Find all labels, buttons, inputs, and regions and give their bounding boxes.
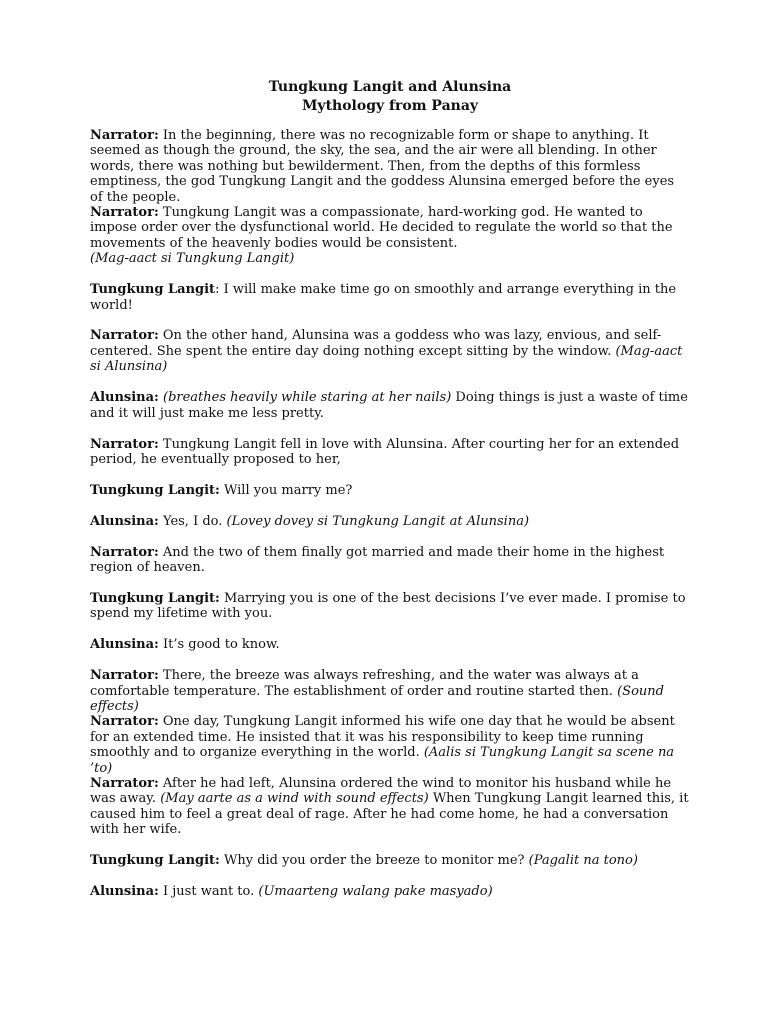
speaker-label: Narrator: — [90, 544, 159, 560]
speaker-label: Narrator: — [90, 328, 159, 344]
script-paragraph — [90, 776, 690, 838]
script-paragraph — [90, 514, 690, 529]
script-paragraph — [90, 668, 690, 714]
dialogue-text: Tungkung Langit fell in love with Alunsina. After courting her for an extended period, he eventually proposed to her, — [90, 436, 680, 467]
dialogue-text: There, the breeze was always refreshing, and the water was always at a comfortable temperature. The establishment of order and routine started then. — [90, 668, 639, 699]
dialogue-text: After he had left, Alunsina ordered the wind to monitor his husband while he was away. — [90, 776, 672, 807]
stage-direction: (Mag-aact si Tungkung Langit) — [90, 251, 295, 267]
speaker-label: Alunsina: — [90, 390, 159, 406]
dialogue-text: Tungkung Langit was a compassionate, hard-working god. He wanted to impose order over the dysfunctional world. He decided to regulate the world so that the movements of the heavenly bodies would be consistent. — [90, 205, 673, 251]
script-paragraph — [90, 884, 690, 899]
title-line-1: Tungkung Langit and Alunsina — [268, 79, 512, 95]
dialogue-text: And the two of them finally got married and made their home in the highest region of heaven. — [90, 544, 665, 576]
stage-direction: (May aarte as a wind with sound effects) — [160, 791, 429, 807]
paragraph-gap — [90, 575, 690, 591]
dialogue-text: Yes, I do. — [158, 513, 227, 529]
script-paragraph — [90, 390, 690, 421]
dialogue-text: Will you marry me? — [219, 482, 353, 498]
title-line-2: Mythology from Panay — [301, 98, 479, 114]
dialogue-text: One day, Tungkung Langit informed his wife one day that he would be absent for an extended time. He insisted that it was his responsibility to keep time running smoothly and to organize everything in the world. — [90, 714, 675, 761]
script-paragraph — [90, 591, 690, 622]
speaker-label: Narrator: — [90, 205, 159, 221]
paragraph-gap — [90, 421, 690, 437]
paragraph-gap — [90, 498, 690, 514]
stage-direction: (Mag-aact si Alunsina) — [90, 343, 683, 375]
script-paragraph — [90, 637, 690, 652]
script-paragraph — [90, 205, 690, 267]
stage-direction: (Pagalit na tono) — [528, 853, 638, 869]
paragraph-gap — [90, 653, 690, 669]
speaker-label: Narrator: — [90, 128, 159, 143]
script-paragraph — [90, 483, 690, 498]
dialogue-text: I just want to. — [158, 884, 259, 900]
dialogue-text: It’s good to know. — [158, 637, 280, 653]
paragraph-gap — [90, 529, 690, 545]
dialogue-text: Why did you order the breeze to monitor me? — [219, 853, 529, 869]
paragraph-gap — [90, 838, 690, 854]
script-paragraph — [90, 437, 690, 468]
speaker-label: Narrator: — [90, 436, 159, 452]
script-paragraph — [90, 714, 690, 776]
stage-direction: (Umaarteng walang pake masyado) — [258, 884, 493, 900]
script-paragraph — [90, 853, 690, 868]
script-paragraph — [90, 282, 690, 313]
speaker-label: Alunsina: — [90, 884, 159, 900]
dialogue-text: Marrying you is one of the best decisions I’ve ever made. I promise to spend my lifetime with you. — [90, 590, 686, 622]
dialogue-text: In the beginning, there was no recognizable form or shape to anything. It seemed as though the ground, the sky, the sea, and the air were all blending. In other words, there was nothing but bewilderment. Then, from the depths of this formless emptiness, the god Tungkung Langit and the goddess Alunsina emerged before the eyes of the people. — [90, 128, 675, 205]
document-title — [90, 78, 690, 116]
paragraph-gap — [90, 267, 690, 283]
script-paragraph — [90, 128, 690, 205]
dialogue-text: Doing things is just a waste of time and it will just make me less pretty. — [90, 390, 688, 421]
script-paragraph — [90, 328, 690, 374]
speaker-label: Tungkung Langit: — [90, 590, 220, 606]
document-page — [90, 78, 690, 899]
dialogue-text: On the other hand, Alunsina was a goddess who was lazy, envious, and self-centered. She spent the entire day doing nothing except sitting by the window. — [90, 328, 662, 359]
paragraph-gap — [90, 622, 690, 638]
paragraph-gap — [90, 467, 690, 483]
paragraph-gap — [90, 869, 690, 885]
stage-direction: (Aalis si Tungkung Langit sa scene na ’to) — [90, 745, 675, 776]
dialogue-text: When Tungkung Langit learned this, it caused him to feel a great deal of rage. After he had come home, he had a conversation with her wife. — [90, 791, 689, 838]
script-paragraph — [90, 545, 690, 576]
stage-direction: (Sound effects) — [90, 683, 664, 714]
speaker-label: Alunsina: — [90, 513, 159, 529]
dialogue-text: : I will make make time go on smoothly and arrange everything in the world! — [90, 282, 677, 313]
speaker-label: Tungkung Langit: — [90, 853, 220, 869]
speaker-label: Narrator: — [90, 714, 159, 730]
speaker-label: Narrator: — [90, 776, 159, 791]
speaker-label: Tungkung Langit: — [90, 482, 220, 498]
stage-direction: (breathes heavily while staring at her nails) — [158, 390, 452, 406]
speaker-label: Alunsina: — [90, 637, 159, 653]
speaker-label: Narrator: — [90, 668, 159, 684]
paragraph-gap — [90, 313, 690, 329]
stage-direction: (Lovey dovey si Tungkung Langit at Alunsina) — [226, 513, 530, 529]
speaker-label: Tungkung Langit — [90, 282, 216, 298]
paragraph-gap — [90, 375, 690, 391]
